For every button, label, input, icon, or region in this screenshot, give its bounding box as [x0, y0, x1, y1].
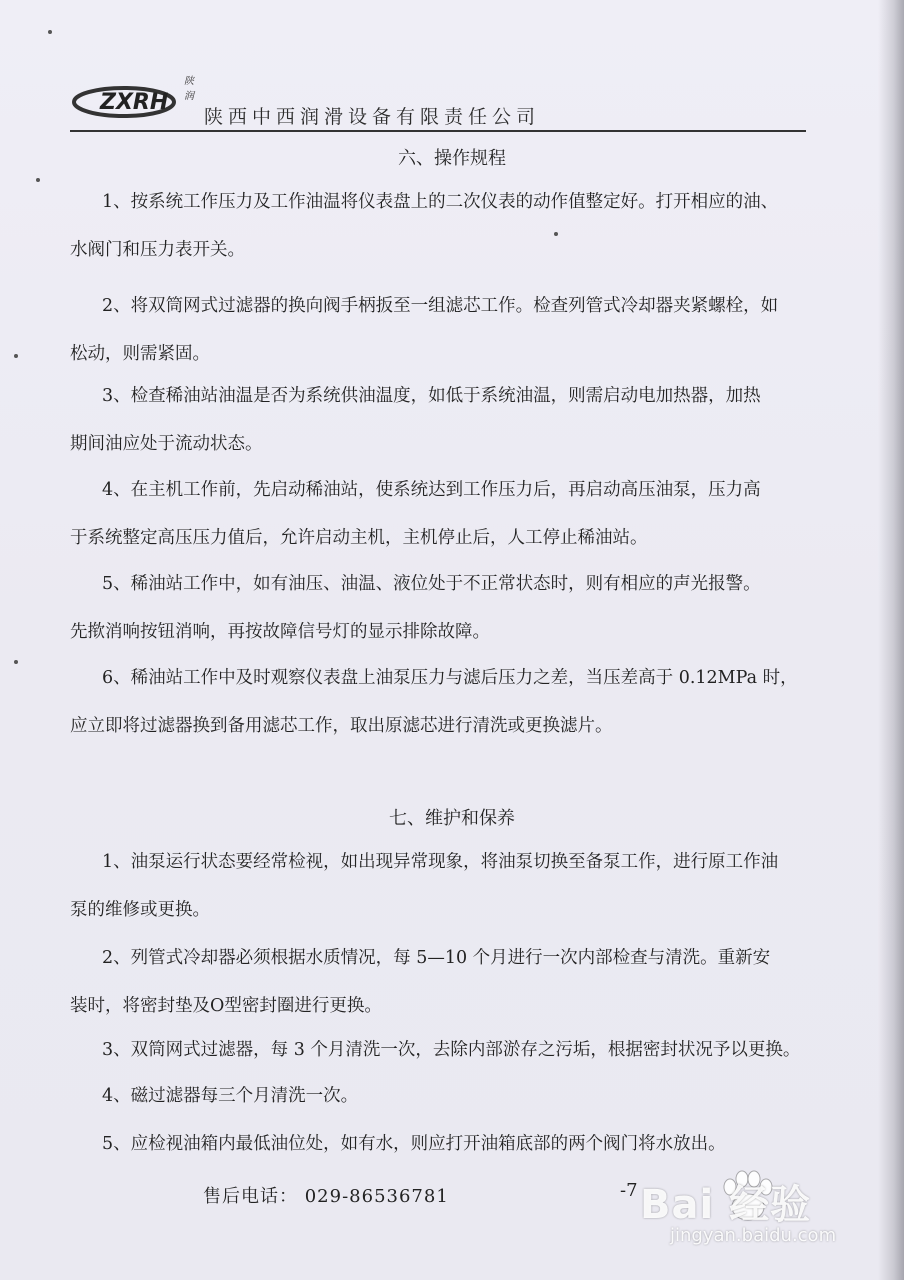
item-first-line: 1、按系统工作压力及工作油温将仪表盘上的二次仪表的动作值整定好。打开相应的油、 — [102, 192, 779, 212]
item-first-line: 4、磁过滤器每三个月清洗一次。 — [102, 1086, 359, 1106]
item-continuation: 于系统整定高压压力值后，允许启动主机，主机停止后，人工停止稀油站。 — [70, 528, 648, 548]
item-continuation: 装时，将密封垫及O型密封圈进行更换。 — [70, 996, 382, 1016]
item-continuation: 期间油应处于流动状态。 — [70, 434, 263, 454]
section6-item-2 — [70, 282, 808, 378]
after-sales-phone: 售后电话： 029-86536781 — [203, 1186, 449, 1207]
logo-main-text: ZXRH — [100, 90, 169, 115]
item-continuation: 应立即将过滤器换到备用滤芯工作，取出原滤芯进行清洗或更换滤片。 — [70, 716, 613, 736]
item-continuation: 松动，则需紧固。 — [70, 344, 210, 364]
company-name: 陕西中西润滑设备有限责任公司 — [204, 106, 541, 128]
logo-small-text: 陕润 — [184, 76, 194, 102]
item-first-line: 3、检查稀油站油温是否为系统供油温度，如低于系统油温，则需启动电加热器，加热 — [102, 386, 761, 406]
company-logo — [72, 72, 197, 124]
item-continuation: 水阀门和压力表开关。 — [70, 240, 245, 260]
section7-title: 七、维护和保养 — [389, 808, 515, 829]
section6-item-4 — [70, 466, 808, 562]
section6-title: 六、操作规程 — [398, 148, 506, 169]
item-first-line: 5、稀油站工作中，如有油压、油温、液位处于不正常状态时，则有相应的声光报警。 — [102, 574, 761, 594]
scan-speck — [48, 30, 52, 34]
scan-speck — [36, 178, 40, 182]
scan-shadow-edge — [878, 0, 904, 1280]
item-first-line: 2、将双筒网式过滤器的换向阀手柄扳至一组滤芯工作。检查列管式冷却器夹紧螺栓，如 — [102, 296, 779, 316]
item-first-line: 1、油泵运行状态要经常检视，如出现异常现象，将油泵切换至备泵工作，进行原工作油 — [102, 852, 779, 872]
item-first-line: 4、在主机工作前，先启动稀油站，使系统达到工作压力后，再启动高压油泵，压力高 — [102, 480, 761, 500]
section7-item-4 — [98, 1072, 808, 1120]
header-divider — [70, 130, 806, 132]
baidu-jingyan-watermark — [640, 1145, 880, 1255]
section6-item-5 — [70, 560, 808, 656]
item-first-line: 6、稀油站工作中及时观察仪表盘上油泵压力与滤后压力之差，当压差高于 0.12MPa 时， — [102, 668, 798, 688]
section7-item-3 — [98, 1026, 808, 1074]
section6-item-3 — [70, 372, 808, 468]
watermark-brand: Bai 经验 — [640, 1182, 812, 1228]
item-first-line: 3、双筒网式过滤器，每 3 个月清洗一次，去除内部淤存之污垢，根据密封状况予以更换。 — [102, 1040, 801, 1060]
watermark-url: jingyan.baidu.com — [670, 1225, 837, 1246]
item-first-line: 2、列管式冷却器必须根据水质情况，每 5—10 个月进行一次内部检查与清洗。重新安 — [102, 948, 771, 968]
logo-swoosh-icon — [72, 72, 197, 124]
section7-item-1 — [70, 838, 808, 934]
scan-speck — [14, 660, 18, 664]
section6-item-1 — [70, 178, 808, 274]
page-number: -7 — [620, 1180, 638, 1201]
section7-item-2 — [70, 934, 808, 1030]
item-first-line: 5、应检视油箱内最低油位处，如有水，则应打开油箱底部的两个阀门将水放出。 — [102, 1134, 726, 1154]
item-continuation: 先揿消响按钮消响，再按故障信号灯的显示排除故障。 — [70, 622, 490, 642]
item-continuation: 泵的维修或更换。 — [70, 900, 210, 920]
scan-speck — [14, 354, 18, 358]
section6-item-6 — [70, 654, 808, 750]
